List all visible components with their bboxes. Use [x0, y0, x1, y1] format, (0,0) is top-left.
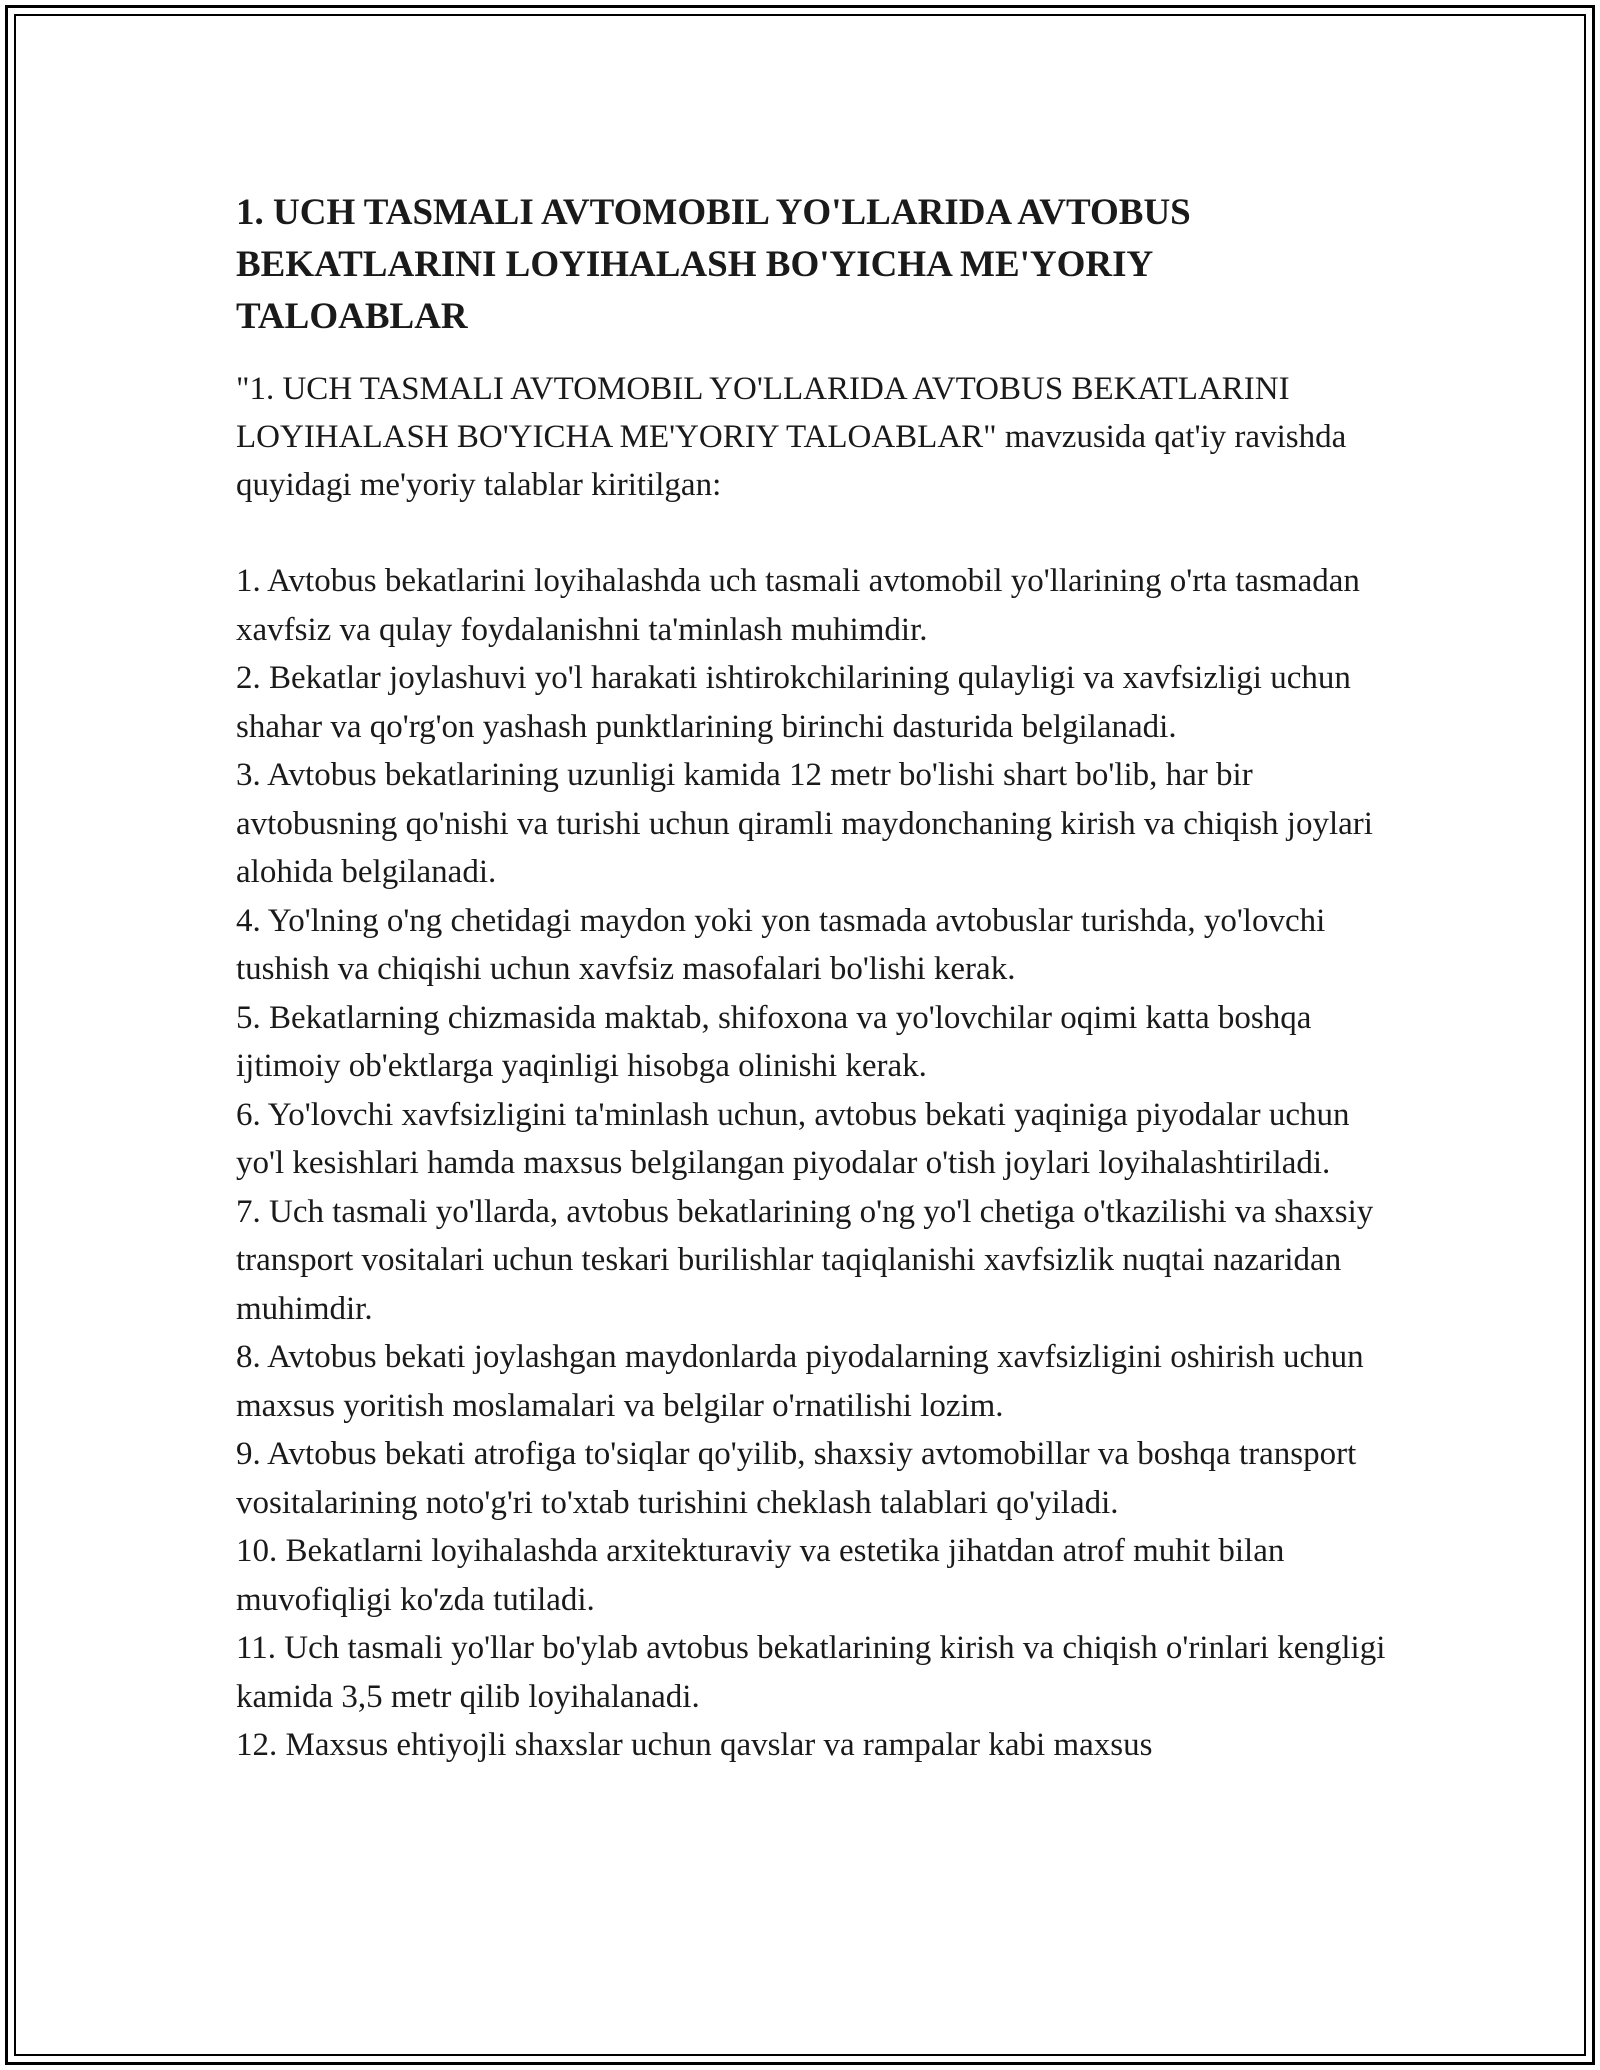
requirement-item: 11. Uch tasmali yo'llar bo'ylab avtobus bekatlarining kirish va chiqish o'rinlari kengligi kamida 3,5 metr qilib loyihalanadi. [236, 1630, 1386, 1715]
requirement-item: 2. Bekatlar joylashuvi yo'l harakati ishtirokchilarining qulayligi va xavfsizligi uchun shahar va qo'rg'on yashash punktlarining birinchi dasturida belgilanadi. [236, 660, 1351, 745]
document-heading: 1. UCH TASMALI AVTOMOBIL YO'LLARIDA AVTOBUS BEKATLARINI LOYIHALASH BO'YICHA ME'YORIY TALOABLAR [236, 192, 1191, 337]
requirements-list [236, 557, 1386, 1770]
requirement-item: 5. Bekatlarning chizmasida maktab, shifoxona va yo'lovchilar oqimi katta boshqa ijtimoiy ob'ektlarga yaqinligi hisobga olinishi kerak. [236, 999, 1312, 1084]
requirement-item: 3. Avtobus bekatlarining uzunligi kamida 12 metr bo'lishi shart bo'lib, har bir avtobusning qo'nishi va turishi uchun qiramli maydonchaning kirish va chiqish joylari alohida belgilanadi. [236, 757, 1373, 890]
requirement-item: 12. Maxsus ehtiyojli shaxslar uchun qavslar va rampalar kabi maxsus [236, 1727, 1153, 1763]
intro-paragraph: "1. UCH TASMALI AVTOMOBIL YO'LLARIDA AVTOBUS BEKATLARINI LOYIHALASH BO'YICHA ME'YORIY TALOABLAR" mavzusida qat'iy ravishda quyidagi me'yoriy talablar kiritilgan: [236, 371, 1347, 503]
requirement-item: 1. Avtobus bekatlarini loyihalashda uch tasmali avtomobil yo'llarining o'rta tasmadan xavfsiz va qulay foydalanishni ta'minlash muhimdir. [236, 563, 1360, 648]
requirement-item: 6. Yo'lovchi xavfsizligini ta'minlash uchun, avtobus bekati yaqiniga piyodalar uchun yo'l kesishlari hamda maxsus belgilangan piyodalar o'tish joylari loyihalashtiriladi. [236, 1096, 1350, 1181]
requirement-item: 4. Yo'lning o'ng chetidagi maydon yoki yon tasmada avtobuslar turishda, yo'lovchi tushish va chiqishi uchun xavfsiz masofalari bo'lishi kerak. [236, 902, 1326, 987]
requirement-item: 9. Avtobus bekati atrofiga to'siqlar qo'yilib, shaxsiy avtomobillar va boshqa transport vositalarining noto'g'ri to'xtab turishini cheklash talablari qo'yiladi. [236, 1436, 1357, 1521]
requirement-item: 10. Bekatlarni loyihalashda arxitekturaviy va estetika jihatdan atrof muhit bilan muvofiqligi ko'zda tutiladi. [236, 1533, 1285, 1618]
requirement-item: 8. Avtobus bekati joylashgan maydonlarda piyodalarning xavfsizligini oshirish uchun maxsus yoritish moslamalari va belgilar o'rnatilishi lozim. [236, 1339, 1364, 1424]
document-body [236, 187, 1386, 1770]
requirement-item: 7. Uch tasmali yo'llarda, avtobus bekatlarining o'ng yo'l chetiga o'tkazilishi va shaxsiy transport vositalari uchun teskari burilishlar taqiqlanishi xavfsizlik nuqtai nazaridan muhimdir. [236, 1193, 1374, 1327]
